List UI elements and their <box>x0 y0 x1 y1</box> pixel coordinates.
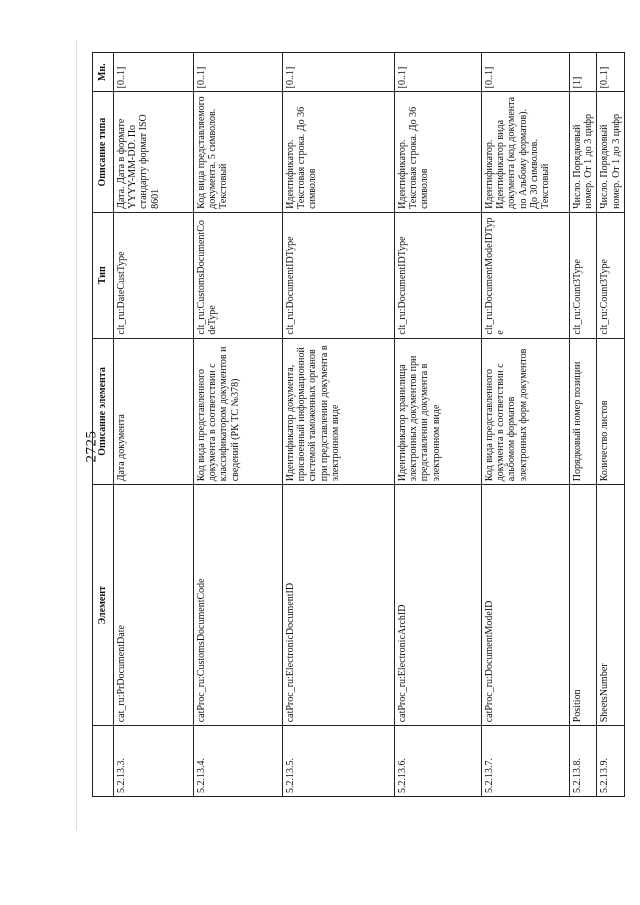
specification-table <box>92 52 625 797</box>
row-number: 5.2.13.8. <box>570 726 597 797</box>
row-type: clt_ru:DateCustType <box>114 212 194 338</box>
row-multiplicity: [0..1] <box>114 53 194 92</box>
table-row <box>114 53 194 797</box>
row-element: catProc_ru:ElectronicArchID <box>395 485 482 726</box>
header-num <box>93 726 114 797</box>
row-type: clt_ru:Count3Type <box>570 212 597 338</box>
rotated-page-content <box>92 52 622 797</box>
row-element: catProc_ru:DocumentModeID <box>482 485 570 726</box>
row-multiplicity: [0..1] <box>283 53 395 92</box>
row-type-description: Идентификатор. Текстовая строка. До 36 символов <box>283 92 395 213</box>
row-element: catProc_ru:ElectronicDocumentID <box>283 485 395 726</box>
row-multiplicity: [0..1] <box>597 53 624 92</box>
row-number: 5.2.13.7. <box>482 726 570 797</box>
row-type-description: Идентификатор. Идентификатор вида документа (код документа по Альбому форматов). До 30 символов. Текстовый <box>482 92 570 213</box>
row-element: SheetsNumber <box>597 485 624 726</box>
row-multiplicity: [0..1] <box>482 53 570 92</box>
row-type-description: Число. Порядковый номер. От 1 до 3 цифр <box>570 92 597 213</box>
table-row <box>395 53 482 797</box>
row-multiplicity: [0..1] <box>194 53 283 92</box>
row-multiplicity: [0..1] <box>395 53 482 92</box>
table-row <box>283 53 395 797</box>
row-type: clt_ru:DocumentIDType <box>283 212 395 338</box>
row-multiplicity: [1] <box>570 53 597 92</box>
row-description: Код вида представленного документа в соответствии с альбомом форматов электронных форм документов <box>482 338 570 485</box>
row-description: Дата документа <box>114 338 194 485</box>
row-type: clt_ru:CustomsDocumentCodeType <box>194 212 283 338</box>
row-number: 5.2.13.3. <box>114 726 194 797</box>
table-row <box>570 53 597 797</box>
header-type-description: Описание типа <box>93 92 114 213</box>
header-element: Элемент <box>93 485 114 726</box>
row-element: cat_ru:PrDocumentDate <box>114 485 194 726</box>
table-row <box>194 53 283 797</box>
row-type: clt_ru:Count3Type <box>597 212 624 338</box>
page-number: 2725 <box>83 430 100 463</box>
row-description: Код вида представленного документа в соответствии с классификатором документов и сведений (РК ТС №378) <box>194 338 283 485</box>
header-description: Описание элемента <box>93 338 114 485</box>
table-header-row <box>93 53 114 797</box>
row-number: 5.2.13.5. <box>283 726 395 797</box>
table-row <box>597 53 624 797</box>
row-description: Количество листов <box>597 338 624 485</box>
table-row <box>482 53 570 797</box>
row-type-description: Число. Порядковый номер. От 1 до 3 цифр <box>597 92 624 213</box>
header-multiplicity: Мн. <box>93 53 114 92</box>
row-element: catProc_ru:CustomsDocumentCode <box>194 485 283 726</box>
row-number: 5.2.13.4. <box>194 726 283 797</box>
row-type: clt_ru:DocumentIDType <box>395 212 482 338</box>
row-type-description: Идентификатор. Текстовая строка. До 36 символов <box>395 92 482 213</box>
row-number: 5.2.13.9. <box>597 726 624 797</box>
row-type: clt_ru:DocumentModeIDType <box>482 212 570 338</box>
row-description: Идентификатор документа, присвоенный информационной системой таможенных органов при представлении документа в электронном виде <box>283 338 395 485</box>
header-type: Тип <box>93 212 114 338</box>
row-type-description: Код вида представляемого документа. 5 символов. Текстовый <box>194 92 283 213</box>
row-number: 5.2.13.6. <box>395 726 482 797</box>
row-description: Порядковый номер позиции <box>570 338 597 485</box>
row-element: Position <box>570 485 597 726</box>
row-description: Идентификатор хранилища электронных документов при представлении документа в электронном виде <box>395 338 482 485</box>
scan-edge-shadow <box>76 40 77 830</box>
row-type-description: Дата. Дата в формате YYYY-MM-DD. По стандарту формат ISO 8601 <box>114 92 194 213</box>
